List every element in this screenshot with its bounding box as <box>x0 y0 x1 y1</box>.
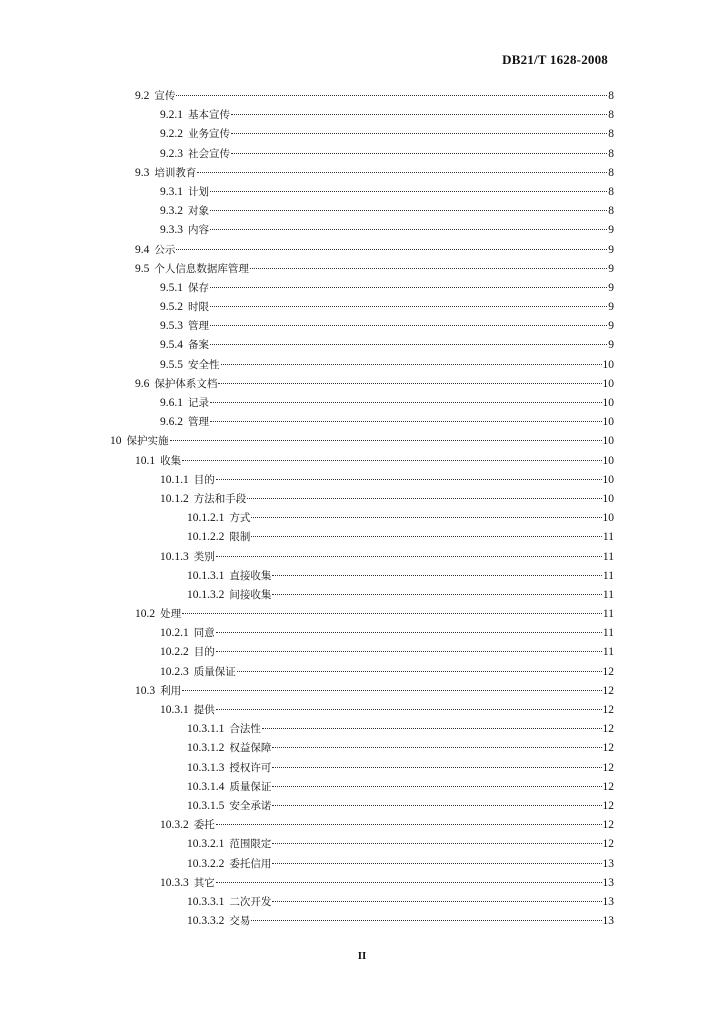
toc-entry-title: 内容 <box>188 224 209 237</box>
toc-entry[interactable] <box>0 164 724 183</box>
toc-entry-number: 9.3.1 <box>160 185 183 198</box>
toc-entry-number: 10.3.1.1 <box>187 723 225 736</box>
toc-dot-leader <box>272 843 601 844</box>
toc-entry-page: 8 <box>608 128 614 141</box>
toc-entry[interactable] <box>0 241 724 260</box>
toc-entry[interactable] <box>0 586 724 605</box>
toc-entry-number: 9.3 <box>135 166 150 179</box>
document-code: DB21/T 1628-2008 <box>502 52 608 67</box>
toc-dot-leader <box>231 133 607 134</box>
toc-entry-number: 9.2.2 <box>160 128 183 141</box>
toc-entry-title: 权益保障 <box>229 742 272 755</box>
toc-entry-page: 9 <box>608 262 614 275</box>
toc-entry-page: 11 <box>602 531 614 544</box>
toc-entry-number: 9.5.1 <box>160 281 183 294</box>
toc-entry-number: 10.3.3 <box>160 876 189 889</box>
toc-entry[interactable] <box>0 317 724 336</box>
toc-dot-leader <box>182 690 601 691</box>
toc-entry-page: 13 <box>602 876 614 889</box>
toc-entry-page: 9 <box>608 281 614 294</box>
toc-entry-number: 10.3.1.2 <box>187 742 225 755</box>
toc-dot-leader <box>210 344 607 345</box>
toc-entry-page: 12 <box>602 665 614 678</box>
toc-entry-number: 10.1.2.1 <box>187 512 225 525</box>
toc-entry-page: 9 <box>608 301 614 314</box>
toc-entry[interactable] <box>0 394 724 413</box>
toc-entry-page: 12 <box>602 723 614 736</box>
toc-entry-number: 10.1 <box>135 454 156 467</box>
toc-entry-title: 培训教育 <box>154 166 197 179</box>
toc-entry-title: 限制 <box>229 531 251 544</box>
toc-dot-leader <box>272 767 601 768</box>
toc-entry-title: 合法性 <box>229 723 261 736</box>
toc-entry-title: 记录 <box>188 397 209 409</box>
toc-entry-title: 间接收集 <box>229 588 272 601</box>
toc-entry[interactable] <box>0 145 724 164</box>
toc-entry-title: 同意 <box>193 627 215 640</box>
toc-entry-number: 10.1.2 <box>160 492 189 505</box>
toc-entry-page: 12 <box>602 838 614 851</box>
toc-entry-number: 9.5 <box>135 262 150 275</box>
toc-entry[interactable] <box>0 432 724 451</box>
toc-dot-leader <box>210 191 607 192</box>
toc-entry-title: 业务宣传 <box>188 128 230 141</box>
toc-entry-page: 11 <box>602 608 614 621</box>
toc-entry-title: 范围限定 <box>229 838 272 851</box>
toc-entry-title: 保护实施 <box>126 435 169 448</box>
toc-entry-number: 9.2.3 <box>160 147 183 160</box>
toc-entry-page: 10 <box>602 454 614 467</box>
toc-entry-number: 10.3.1.4 <box>187 780 225 793</box>
toc-entry-title: 处理 <box>160 608 182 621</box>
toc-dot-leader <box>182 460 601 461</box>
toc-entry-page: 11 <box>602 569 614 582</box>
toc-entry-title: 目的 <box>193 473 215 486</box>
toc-entry-page: 9 <box>608 320 614 333</box>
toc-dot-leader <box>216 824 602 825</box>
toc-entry-number: 10.3.3.2 <box>187 915 225 928</box>
toc-entry-page: 13 <box>602 915 614 928</box>
toc-dot-leader <box>210 306 607 307</box>
toc-entry-number: 10.2.1 <box>160 627 189 640</box>
toc-dot-leader <box>237 671 602 672</box>
toc-dot-leader <box>210 325 607 326</box>
toc-entry-page: 11 <box>602 646 614 659</box>
toc-dot-leader <box>251 536 602 537</box>
toc-dot-leader <box>210 402 602 403</box>
toc-entry-page: 10 <box>602 416 614 429</box>
toc-entry-number: 10 <box>110 435 122 448</box>
toc-entry-page: 13 <box>602 857 614 870</box>
toc-dot-leader <box>216 556 602 557</box>
toc-dot-leader <box>182 613 602 614</box>
toc-dot-leader <box>272 747 601 748</box>
toc-entry-title: 安全性 <box>188 358 220 371</box>
toc-entry-page: 12 <box>602 780 614 793</box>
table-of-contents <box>0 87 724 931</box>
toc-dot-leader <box>272 805 601 806</box>
toc-entry-number: 10.1.2.2 <box>187 531 225 544</box>
toc-entry-page: 10 <box>602 358 614 371</box>
toc-dot-leader <box>272 901 601 902</box>
toc-dot-leader <box>272 575 602 576</box>
toc-entry-page: 12 <box>602 684 614 697</box>
toc-entry-number: 9.5.4 <box>160 339 183 352</box>
toc-entry-title: 时限 <box>188 301 209 314</box>
toc-entry-title: 目的 <box>193 646 215 659</box>
toc-entry-page: 10 <box>602 512 614 525</box>
toc-entry-number: 10.1.3.1 <box>187 569 225 582</box>
toc-entry-title: 交易 <box>229 915 251 928</box>
toc-entry-page: 8 <box>608 147 614 160</box>
toc-entry-title: 社会宣传 <box>188 147 230 160</box>
toc-entry-page: 8 <box>608 109 614 122</box>
toc-dot-leader <box>216 882 602 883</box>
toc-entry-page: 10 <box>602 473 614 486</box>
toc-entry[interactable] <box>0 912 724 931</box>
toc-dot-leader <box>262 728 602 729</box>
toc-dot-leader <box>210 210 607 211</box>
toc-entry-page: 13 <box>602 895 614 908</box>
toc-entry-number: 10.3.1 <box>160 704 189 716</box>
toc-entry-title: 个人信息数据库管理 <box>154 262 249 275</box>
toc-entry-title: 管理 <box>188 416 209 429</box>
toc-entry-title: 保存 <box>188 281 209 294</box>
toc-entry[interactable] <box>0 336 724 355</box>
toc-entry-page: 12 <box>602 742 614 755</box>
toc-dot-leader <box>272 786 601 787</box>
toc-entry-title: 委托 <box>193 819 215 832</box>
toc-dot-leader <box>210 229 607 230</box>
toc-entry-number: 9.5.2 <box>160 301 183 314</box>
toc-entry[interactable] <box>0 816 724 835</box>
toc-dot-leader <box>251 920 601 921</box>
toc-entry-page: 9 <box>608 339 614 352</box>
toc-entry-page: 8 <box>608 166 614 179</box>
toc-entry-title: 基本宣传 <box>188 109 230 122</box>
toc-entry-title: 类别 <box>193 550 215 563</box>
toc-entry[interactable] <box>0 739 724 758</box>
toc-entry-number: 10.1.3 <box>160 550 189 563</box>
toc-entry[interactable] <box>0 375 724 394</box>
toc-entry-number: 10.3.1.3 <box>187 761 225 774</box>
toc-entry-page: 8 <box>608 185 614 198</box>
toc-entry-page: 11 <box>602 627 614 640</box>
toc-entry[interactable] <box>0 413 724 432</box>
toc-entry-title: 二次开发 <box>229 895 272 908</box>
toc-entry[interactable] <box>0 490 724 509</box>
toc-entry-title: 保护体系文档 <box>154 377 218 390</box>
toc-entry-number: 9.3.3 <box>160 224 183 237</box>
toc-entry-page: 12 <box>602 799 614 812</box>
toc-dot-leader <box>272 594 602 595</box>
toc-entry-page: 12 <box>602 819 614 832</box>
toc-entry[interactable] <box>0 125 724 144</box>
toc-entry[interactable] <box>0 835 724 854</box>
toc-entry[interactable] <box>0 720 724 739</box>
toc-entry-number: 9.6.2 <box>160 416 183 429</box>
toc-entry-title: 备案 <box>188 339 209 352</box>
toc-entry-page: 8 <box>608 90 614 102</box>
toc-entry[interactable] <box>0 874 724 893</box>
toc-entry-number: 10.2.2 <box>160 646 189 659</box>
toc-entry[interactable] <box>0 221 724 240</box>
toc-dot-leader <box>216 632 602 633</box>
toc-entry[interactable] <box>0 298 724 317</box>
toc-entry[interactable] <box>0 605 724 624</box>
toc-dot-leader <box>216 709 602 710</box>
toc-entry[interactable] <box>0 87 724 106</box>
toc-entry-title: 方法和手段 <box>193 492 247 505</box>
toc-dot-leader <box>251 517 601 518</box>
toc-dot-leader <box>221 364 602 365</box>
toc-dot-leader <box>272 863 601 864</box>
toc-entry[interactable] <box>0 663 724 682</box>
toc-entry-number: 9.2.1 <box>160 109 183 122</box>
toc-entry[interactable] <box>0 202 724 221</box>
toc-entry-page: 9 <box>608 243 614 256</box>
toc-entry-title: 对象 <box>188 205 209 218</box>
toc-entry[interactable] <box>0 643 724 662</box>
toc-entry[interactable] <box>0 183 724 202</box>
toc-entry-page: 11 <box>602 550 614 563</box>
toc-entry-page: 10 <box>602 397 614 409</box>
toc-dot-leader <box>210 287 607 288</box>
toc-dot-leader <box>250 268 607 269</box>
toc-entry-number: 10.3 <box>135 684 156 697</box>
toc-entry-title: 公示 <box>154 243 176 256</box>
toc-entry-number: 10.3.1.5 <box>187 799 225 812</box>
toc-entry-title: 宣传 <box>154 90 176 102</box>
toc-entry-number: 10.1.3.2 <box>187 588 225 601</box>
toc-entry[interactable] <box>0 452 724 471</box>
toc-entry[interactable] <box>0 682 724 701</box>
toc-entry-page: 11 <box>602 588 614 601</box>
toc-entry-number: 10.3.2 <box>160 819 189 832</box>
page-number: II <box>357 950 367 962</box>
toc-entry[interactable] <box>0 528 724 547</box>
toc-dot-leader <box>231 114 607 115</box>
toc-dot-leader <box>176 249 607 250</box>
toc-entry-page: 10 <box>602 492 614 505</box>
toc-entry-title: 安全承诺 <box>229 799 272 812</box>
toc-entry-title: 质量保证 <box>193 665 236 678</box>
toc-entry[interactable] <box>0 624 724 643</box>
toc-dot-leader <box>210 421 602 422</box>
toc-entry-number: 10.3.2.2 <box>187 857 225 870</box>
toc-entry-title: 提供 <box>193 704 215 716</box>
toc-entry-number: 9.3.2 <box>160 205 183 218</box>
toc-entry-page: 12 <box>602 761 614 774</box>
toc-entry-number: 10.1.1 <box>160 473 189 486</box>
toc-dot-leader <box>247 498 601 499</box>
toc-dot-leader <box>216 479 602 480</box>
toc-dot-leader <box>197 172 607 173</box>
toc-entry[interactable] <box>0 106 724 125</box>
toc-entry-title: 授权许可 <box>229 761 272 774</box>
toc-entry-number: 10.2 <box>135 608 156 621</box>
toc-dot-leader <box>170 440 602 441</box>
toc-entry-number: 9.6.1 <box>160 397 183 409</box>
toc-entry-number: 9.5.3 <box>160 320 183 333</box>
toc-entry[interactable] <box>0 797 724 816</box>
toc-entry-number: 9.5.5 <box>160 358 183 371</box>
toc-entry-number: 10.2.3 <box>160 665 189 678</box>
toc-entry-number: 9.4 <box>135 243 150 256</box>
toc-entry-number: 9.2 <box>135 90 150 102</box>
toc-entry[interactable] <box>0 759 724 778</box>
toc-entry-title: 委托信用 <box>229 857 272 870</box>
toc-entry[interactable] <box>0 260 724 279</box>
toc-entry[interactable] <box>0 855 724 874</box>
toc-entry-number: 10.3.2.1 <box>187 838 225 851</box>
toc-entry-page: 10 <box>602 377 614 390</box>
toc-entry-title: 方式 <box>229 512 251 525</box>
toc-entry-title: 管理 <box>188 320 209 333</box>
toc-entry[interactable] <box>0 548 724 567</box>
toc-dot-leader <box>216 651 602 652</box>
toc-entry-title: 计划 <box>188 185 209 198</box>
toc-entry[interactable] <box>0 778 724 797</box>
toc-entry[interactable] <box>0 509 724 528</box>
toc-entry-title: 利用 <box>160 684 182 697</box>
toc-entry-number: 9.6 <box>135 377 150 390</box>
toc-entry-page: 12 <box>602 704 614 716</box>
toc-entry-page: 9 <box>608 224 614 237</box>
toc-dot-leader <box>176 95 607 96</box>
toc-entry-number: 10.3.3.1 <box>187 895 225 908</box>
toc-entry[interactable] <box>0 279 724 298</box>
toc-entry[interactable] <box>0 701 724 720</box>
toc-entry-title: 质量保证 <box>229 780 272 793</box>
toc-entry-page: 10 <box>602 435 614 448</box>
toc-entry[interactable] <box>0 356 724 375</box>
toc-entry-page: 8 <box>608 205 614 218</box>
toc-entry-title: 收集 <box>160 454 182 467</box>
toc-entry-title: 直接收集 <box>229 569 272 582</box>
toc-entry[interactable] <box>0 893 724 912</box>
toc-entry-title: 其它 <box>193 876 215 889</box>
toc-entry[interactable] <box>0 471 724 490</box>
toc-entry[interactable] <box>0 567 724 586</box>
toc-dot-leader <box>218 383 601 384</box>
toc-dot-leader <box>231 153 607 154</box>
